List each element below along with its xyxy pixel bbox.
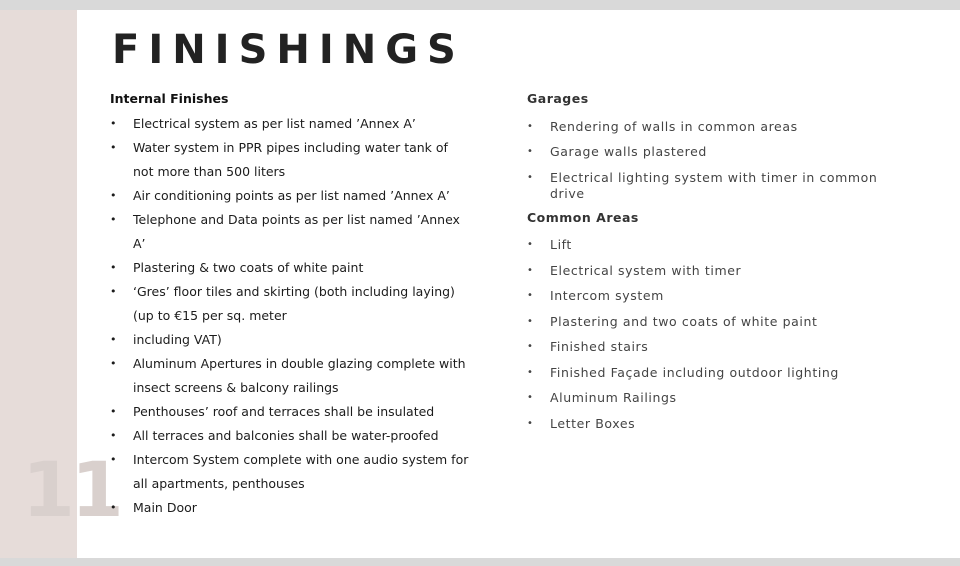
right-column <box>527 89 897 432</box>
list-item: • Lift <box>527 237 897 253</box>
list-item: • Plastering & two coats of white paint <box>110 256 470 280</box>
list-item: • Plastering and two coats of white paint <box>527 314 897 330</box>
internal-finishes-heading: Internal Finishes <box>110 91 229 106</box>
common-areas-list <box>527 237 897 432</box>
garages-heading: Garages <box>527 91 589 106</box>
list-item: • Letter Boxes <box>527 416 897 432</box>
internal-finishes-list <box>110 112 470 520</box>
document-page <box>0 10 960 558</box>
list-item: • Aluminum Railings <box>527 390 897 406</box>
list-item: • Intercom System complete with one audio system for all apartments, penthouses <box>110 448 470 496</box>
list-item: • Penthouses’ roof and terraces shall be insulated <box>110 400 470 424</box>
garages-list <box>527 119 897 202</box>
list-item: • All terraces and balconies shall be water-proofed <box>110 424 470 448</box>
list-item: • Garage walls plastered <box>527 144 897 160</box>
list-item: • ‘Gres’ floor tiles and skirting (both including laying) (up to €15 per sq. meter <box>110 280 470 328</box>
list-item: • Intercom system <box>527 288 897 304</box>
list-item: • Finished stairs <box>527 339 897 355</box>
list-item: • Electrical system as per list named ’Annex A’ <box>110 112 470 136</box>
list-item: • Main Door <box>110 496 470 520</box>
list-item: • including VAT) <box>110 328 470 352</box>
internal-finishes-section <box>110 89 470 520</box>
list-item: • Aluminum Apertures in double glazing complete with insect screens & balcony railings <box>110 352 470 400</box>
list-item: • Air conditioning points as per list named ’Annex A’ <box>110 184 470 208</box>
list-item: • Finished Façade including outdoor lighting <box>527 365 897 381</box>
common-areas-heading: Common Areas <box>527 209 639 225</box>
page-title: FINISHINGS <box>112 27 465 73</box>
list-item: • Water system in PPR pipes including water tank of not more than 500 liters <box>110 136 470 184</box>
list-item: • Telephone and Data points as per list named ’Annex A’ <box>110 208 470 256</box>
list-item: • Electrical lighting system with timer in common drive <box>527 170 897 202</box>
list-item: • Rendering of walls in common areas <box>527 119 897 135</box>
list-item: • Electrical system with timer <box>527 263 897 279</box>
page-number: 11 <box>22 445 120 534</box>
